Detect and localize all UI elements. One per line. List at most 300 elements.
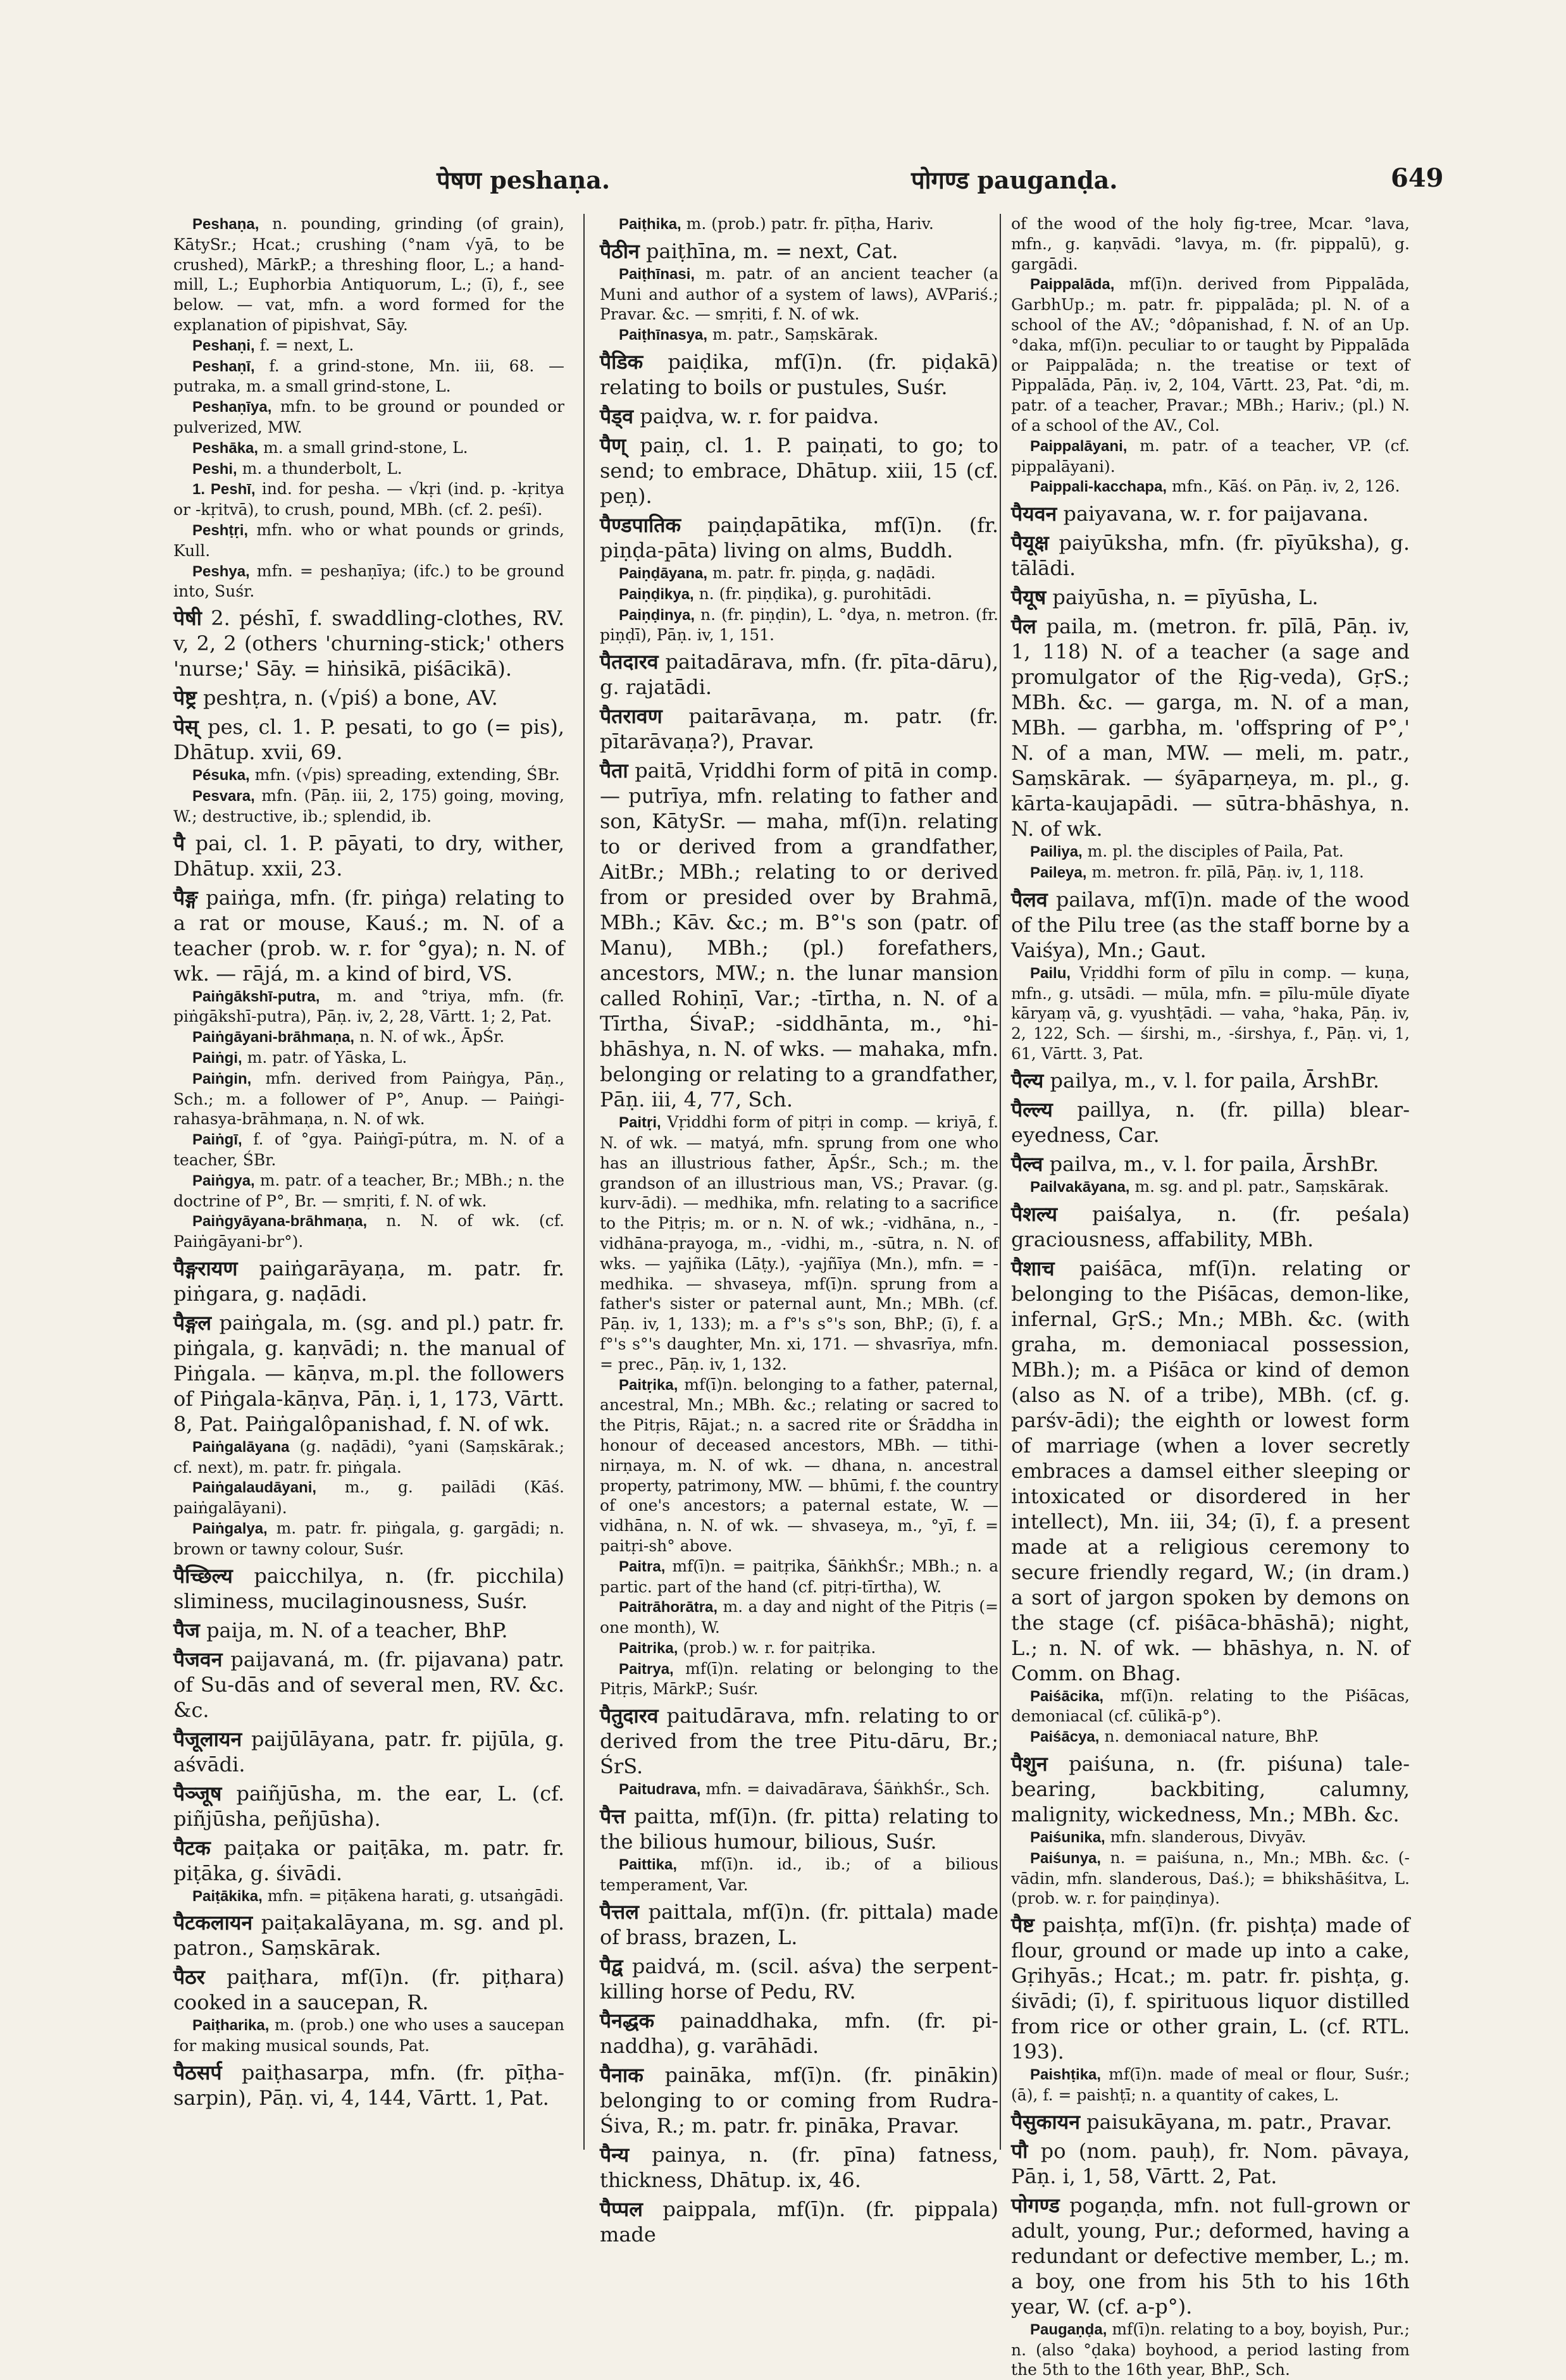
entry-headword: पैत्त	[600, 1805, 626, 1828]
entry-headword: पेष्ट्र	[173, 686, 197, 710]
dictionary-entry	[173, 1910, 564, 1961]
entry-text: m. pl. the disciples of Paila, Pat.	[1082, 842, 1344, 861]
dictionary-entry	[600, 264, 998, 325]
dictionary-entry	[600, 349, 998, 400]
entry-text: paijavaná, m. (fr. pijavana) patr. of Su-dās and of several men, RV. &c. &c.	[173, 1647, 564, 1722]
dictionary-entry	[173, 561, 564, 602]
entry-text: paiṇḍapātika, mf(ī)n. (fr. piṇḍa-pāta) living on alms, Buddh.	[600, 512, 998, 562]
dictionary-entry	[173, 685, 564, 710]
dictionary-entry	[173, 2060, 564, 2110]
entry-text: paiyūsha, n. = pīyūsha, L.	[1046, 585, 1319, 610]
entry-headword: पैशाच	[1011, 1256, 1055, 1280]
entry-text: pogaṇḍa, mfn. not full-grown or adult, young, Pur.; deformed, having a redundant or defective member, L.; m. a boy, one from his 5th to his 16th year, W. (cf. a-p°).	[1011, 2193, 1410, 2319]
dictionary-entry	[600, 1112, 998, 1374]
dictionary-entry	[173, 1027, 564, 1048]
dictionary-entry	[173, 1726, 564, 1777]
entry-headword: पेषी	[173, 607, 202, 630]
entry-headword: Paippalāyani,	[1030, 437, 1128, 455]
entry-text: pailya, m., v. l. for paila, ĀrshBr.	[1043, 1068, 1380, 1093]
entry-headword: पैड्व	[600, 404, 634, 428]
entry-headword: Paiśunika,	[1030, 1828, 1105, 1846]
entry-text: paiḍva, w. r. for paidva.	[633, 404, 879, 428]
dictionary-entry	[1011, 887, 1410, 963]
entry-headword: Paiṭhika,	[619, 216, 681, 233]
dictionary-entry	[173, 986, 564, 1027]
entry-headword: Paitṛika,	[619, 1376, 678, 1394]
entry-headword: Peshi,	[192, 460, 237, 478]
dictionary-entry	[600, 1804, 998, 1854]
dictionary-entry	[173, 831, 564, 881]
dictionary-entry	[173, 1518, 564, 1559]
entry-headword: पेस्	[173, 716, 199, 739]
dictionary-entry	[1011, 214, 1410, 274]
entry-headword: Paiṅgin,	[192, 1070, 252, 1088]
entry-headword: Paiṅgalaudāyani,	[192, 1479, 317, 1497]
dictionary-entry	[1011, 841, 1410, 862]
entry-headword: पैच्छिल्य	[173, 1564, 233, 1587]
entry-headword: Paiṭhīnasi,	[619, 265, 695, 283]
entry-text: paiḍika, mf(ī)n. (fr. piḍakā) relating to boils or pustules, Suśr.	[600, 349, 998, 399]
entry-headword: पैशुन	[1011, 1752, 1048, 1775]
dictionary-entry	[1011, 1751, 1410, 1827]
dictionary-entry	[600, 703, 998, 754]
entry-text: m., g. pailādi (Kāś. paiṅgalāyani).	[173, 1478, 564, 1518]
entry-headword: Paileya,	[1030, 864, 1087, 881]
entry-text: paiṭakalāyana, m. sg. and pl. patron., Saṃskārak.	[173, 1911, 564, 1961]
dictionary-entry	[1011, 585, 1410, 610]
dictionary-entry	[600, 1597, 998, 1638]
entry-headword: Paiśunya,	[1030, 1849, 1102, 1867]
dictionary-entry	[600, 2142, 998, 2193]
dictionary-entry	[1011, 614, 1410, 841]
entry-headword: पैठीन	[600, 239, 640, 263]
entry-text: Vṛiddhi form of pitṛi in comp. — kriyā, f. N. of wk. — matyá, mfn. sprung from one who has an illustrious father, ĀpŚr., Sch.; m. the grandson of an illustrious man, VS.; Pravar. (g. kurv-ādi). — medhika, mfn. relating to a sacrifice to the Pitṛis; m. or n. N. of wk.; -vidhāna, n., -vidhāna-prayoga, m., -vidhi, m., -sūtra, n. N. of wks. — yajñika (Lāṭy.), -yajñīya (Mn.), mfn. = -medhika. — shvaseya, mf(ī)n. sprung from a father's sister or paternal aunt, Mn.; MBh. (cf. Pāṇ. iv, 1, 133); m. a f°'s s°'s son, BhP.; (ī), f. a f°'s s°'s daughter, Mn. xi, 171. — shvasrīya, mfn. = prec., Pāṇ. iv, 1, 132.	[600, 1113, 998, 1373]
dictionary-entry	[600, 1954, 998, 2004]
entry-text: mf(ī)n. = paitṛika, ŚāṅkhŚr.; MBh.; n. a partic. part of the hand (cf. pitṛi-tīrtha), W.	[600, 1556, 998, 1596]
entry-text: paiśāca, mf(ī)n. relating or belonging to the Piśācas, demon-like, infernal, GṛS.; Mn.; MBh. &c. (with graha, m. demoniacal possession, MBh.); m. a Piśāca or kind of demon (also as N. of a tribe), MBh. (cf. g. parśv-ādi); the eighth or lowest form of marriage (when a lover secretly embraces a damsel either sleeping or intoxicated or disordered in her intellect), Mn. iii, 34; (ī), f. a present made at a religious ceremony to secure friendly regard, W.; (in dram.) a sort of jargon spoken by demons on the stage (cf. piśāca-bhāshā); night, L.; n. N. of wk. — bhāshya, n. N. of Comm. on Bhag.	[1011, 1256, 1410, 1685]
entry-headword: Paittika,	[619, 1856, 678, 1874]
dictionary-entry	[173, 1618, 564, 1643]
entry-text: pes, cl. 1. P. pesati, to go (= pis), Dhātup. xvii, 69.	[173, 715, 564, 765]
entry-text: paiṅgarāyaṇa, m. patr. fr. piṅgara, g. naḍādi.	[173, 1256, 564, 1306]
dictionary-entry	[600, 325, 998, 345]
dictionary-entry	[173, 214, 564, 335]
dictionary-entry	[600, 2197, 998, 2247]
entry-text: f. = next, L.	[254, 335, 354, 354]
dictionary-entry	[173, 1129, 564, 1170]
entry-text: mfn., Kāś. on Pāṇ. iv, 2, 126.	[1167, 477, 1400, 496]
dictionary-entry	[173, 520, 564, 561]
dictionary-entry	[600, 758, 998, 1112]
entry-text: mf(ī)n. derived from Pippalāda, GarbhUp.; m. patr. fr. pippalāda; pl. N. of a school of the AV.; °dôpanishad, f. N. of an Up. °daka, mf(ī)n. peculiar to or taught by Pippalāda or Paippalāda; n. the treatise or text of Pippalāda, Pāṇ. iv, 2, 104, Vārtt. 23, Pat. °di, m. patr. of a teacher, Pravar.; MBh.; Hariv.; (pl.) N. of a school of the AV., Col.	[1011, 275, 1410, 435]
entry-headword: पैजवन	[173, 1647, 223, 1671]
entry-text: m. (prob.) patr. fr. pīṭha, Hariv.	[681, 214, 934, 233]
page-header	[0, 163, 1566, 208]
entry-text: m. a thunderbolt, L.	[237, 459, 402, 478]
dictionary-entry	[173, 1069, 564, 1129]
entry-headword: Pésuka,	[192, 767, 250, 784]
entry-text: painaddhaka, mfn. (fr. pi-naddha), g. varāhādi.	[600, 2008, 998, 2058]
entry-text: mf(ī)n. belonging to a father, paternal, ancestral, Mn.; MBh. &c.; relating or sacred to the Pitṛis, Rājat.; n. a sacred rite or Śrāddha in honour of deceased ancestors, MBh. — tithi-nirṇaya, m. N. of wk. — dhana, n. ancestral property, patrimony, MW. — bhūmi, f. the country of one's ancestors; a paternal estate, W. — vidhāna, n. N. of wk. — shvaseya, m., °yī, f. = paitṛi-sh° above.	[600, 1375, 998, 1555]
entry-headword: Paitudrava,	[619, 1781, 701, 1799]
dictionary-entry	[173, 1647, 564, 1723]
entry-headword: Peshya,	[192, 562, 250, 580]
entry-text: m. sg. and pl. patr., Saṃskārak.	[1129, 1177, 1389, 1196]
header-left-catchword: पेषण peshaṇa.	[437, 166, 611, 194]
entry-headword: पैष्ट	[1011, 1914, 1035, 1937]
dictionary-entry	[1011, 274, 1410, 435]
entry-text: paila, m. (metron. fr. pīlā, Pāṇ. iv, 1, 118) N. of a teacher (a sage and promulgator of the Ṛig-veda), GṛS.; MBh. &c. — garga, m. N. of a man, MBh. — garbha, m. 'offspring of P°,' N. of a man, MW. — meli, m. patr., Saṃskārak. — śyāparṇeya, m. pl., g. kārta-kaujapādi. — sūtra-bhāshya, n. N. of wk.	[1011, 614, 1410, 841]
entry-text: paiṭhasarpa, mfn. (fr. pīṭha-sarpin), Pāṇ. vi, 4, 144, Vārtt. 1, Pat.	[173, 2061, 564, 2110]
entry-headword: Paiṇḍinya,	[619, 606, 695, 624]
dictionary-entry	[600, 1375, 998, 1556]
entry-headword: पैता	[600, 759, 628, 783]
dictionary-entry	[173, 1048, 564, 1069]
entry-headword: पैसुकायन	[1011, 2110, 1080, 2133]
dictionary-entry	[173, 1437, 564, 1478]
entry-headword: पैत्तल	[600, 1900, 639, 1923]
entry-text: paishṭa, mf(ī)n. (fr. pishṭa) made of flour, ground or made up into a cake, Gṛihyās.; Hcat.; m. patr. fr. pishṭa, g. śivādi; (ī), f. spirituous liquor distilled from rice or other grain, L. (cf. RTL. 193).	[1011, 1913, 1410, 2064]
entry-text: paiñjūsha, m. the ear, L. (cf. piñjūsha, peñjūsha).	[173, 1781, 564, 1831]
dictionary-entry	[1011, 963, 1410, 1064]
entry-text: paitā, Vṛiddhi form of pitā in comp. — putrīya, mfn. relating to father and son, KātySr. — maha, mf(ī)n. relating to or derived from a grandfather, AitBr.; MBh.; relating to or derived from or presided over by Brahmā, MBh.; Kāv. &c.; m. B°'s son (patr. of Manu), MBh.; (pl.) forefathers, ancestors, MW.; n. the lunar mansion called Rohiṇī, Var.; -tīrtha, n. N. of a Tīrtha, ŚivaP.; -siddhānta, m., °hi-bhāshya, n. N. of wks. — mahaka, mfn. belonging or relating to a grandfather, Pāṇ. iii, 4, 77, Sch.	[600, 759, 998, 1112]
entry-text: paiṇ, cl. 1. P. paiṇati, to go; to send; to embrace, Dhātup. xiii, 15 (cf. peṇ).	[600, 433, 998, 508]
entry-text: paiṅgala, m. (sg. and pl.) patr. fr. piṅgala, g. kaṇvādi; n. the manual of Piṅgala. — kāṇva, m.pl. the followers of Piṅgala-kāṇva, Pāṇ. i, 1, 173, Vārtt. 8, Pat. Paiṅgalôpanishad, f. N. of wk.	[173, 1310, 564, 1436]
entry-text: m. a small grind-stone, L.	[258, 438, 468, 457]
entry-text: n. (fr. piṇḍika), g. purohitādi.	[693, 584, 932, 603]
entry-text: f. a grind-stone, Mn. iii, 68. — putraka, m. a small grind-stone, L.	[173, 356, 564, 396]
dictionary-entry	[1011, 2193, 1410, 2319]
entry-text: n. N. of wk., ĀpŚr.	[354, 1027, 505, 1046]
entry-text: m. patr. fr. piṇḍa, g. naḍādi.	[707, 563, 936, 582]
dictionary-entry	[600, 239, 998, 264]
entry-headword: Peshāka,	[192, 439, 259, 457]
entry-headword: 1. Peshī,	[192, 481, 256, 499]
column-divider	[583, 214, 585, 2150]
dictionary-entry	[173, 714, 564, 765]
dictionary-entry	[1011, 1151, 1410, 1177]
entry-headword: Peshaṇī,	[192, 357, 255, 375]
entry-text: m. (prob.) one who uses a saucepan for making musical sounds, Pat.	[173, 2016, 564, 2055]
dictionary-entry	[600, 1779, 998, 1800]
entry-text: mf(ī)n. id., ib.; of a bilious temperament, Var.	[600, 1855, 998, 1894]
entry-headword: पैटक	[173, 1836, 211, 1859]
entry-headword: Paitrika,	[619, 1639, 678, 1657]
entry-headword: पैप्पल	[600, 2197, 643, 2221]
entry-text: paināka, mf(ī)n. (fr. pinākin) belonging to or coming from Rudra-Śiva, R.; m. patr. fr. pināka, Pravar.	[600, 2062, 998, 2138]
dictionary-entry	[173, 1477, 564, 1518]
entry-headword: Paiśācika,	[1030, 1687, 1104, 1705]
dictionary-entry	[1011, 2109, 1410, 2135]
entry-headword: पैण्डपातिक	[600, 513, 681, 536]
entry-text: paiyavana, w. r. for paijavana.	[1057, 502, 1369, 526]
entry-text: painya, n. (fr. pīna) fatness, thickness, Dhātup. ix, 46.	[600, 2142, 998, 2192]
entry-text: paiṭhara, mf(ī)n. (fr. piṭhara) cooked in a saucepan, R.	[173, 1965, 564, 2015]
entry-text: m. a day and night of the Pitṛis (= one month), W.	[600, 1597, 998, 1637]
page-number: 649	[1391, 163, 1444, 193]
entry-text: paitta, mf(ī)n. (fr. pitta) relating to the bilious humour, bilious, Suśr.	[600, 1804, 998, 1854]
dictionary-entry	[600, 1899, 998, 1950]
entry-headword: पैयूष	[1011, 586, 1047, 609]
entry-text: m. patr. of Yāska, L.	[242, 1048, 407, 1067]
entry-text: mfn. (Pāṇ. iii, 2, 175) going, moving, W.; destructive, ib.; splendid, ib.	[173, 786, 564, 826]
dictionary-entry	[173, 885, 564, 986]
dictionary-entry	[173, 397, 564, 438]
entry-headword: Pailu,	[1030, 964, 1071, 982]
entry-text: paitudārava, mfn. relating to or derived from the tree Pitu-dāru, Br.; ŚrS.	[600, 1704, 998, 1779]
entry-headword: Paippalāda,	[1030, 276, 1115, 294]
dictionary-entry	[173, 438, 564, 459]
entry-headword: Peshṭṛi,	[192, 521, 249, 539]
dictionary-entry	[173, 459, 564, 480]
entry-headword: पैज	[173, 1618, 200, 1642]
dictionary-entry	[600, 2008, 998, 2059]
entry-headword: Peshaṇi,	[192, 337, 255, 354]
dictionary-entry	[600, 649, 998, 700]
entry-text: m. patr., Saṃskārak.	[707, 325, 879, 344]
dictionary-entry	[1011, 2064, 1410, 2105]
entry-headword: Paiṅgī,	[192, 1131, 242, 1149]
column-3	[1011, 214, 1410, 2379]
entry-headword: पैनाक	[600, 2063, 643, 2086]
entry-headword: Paiṭākika,	[192, 1887, 263, 1905]
dictionary-entry	[173, 1310, 564, 1437]
entry-text: mfn. who or what pounds or grinds, Kull.	[173, 520, 564, 560]
entry-headword: पैठसर्प	[173, 2061, 222, 2085]
entry-headword: पैङ्गरायण	[173, 1256, 238, 1280]
dictionary-entry	[600, 563, 998, 584]
dictionary-entry	[1011, 530, 1410, 581]
dictionary-entry	[1011, 1912, 1410, 2064]
entry-headword: Paiṅgalya,	[192, 1520, 268, 1538]
entry-text: m. and °triya, mfn. (fr. piṅgākshī-putra), Pāṇ. iv, 2, 28, Vārtt. 1; 2, Pat.	[173, 986, 564, 1026]
dictionary-entry	[173, 2015, 564, 2056]
entry-headword: पैजूलायन	[173, 1727, 242, 1751]
entry-text: m. patr. of an ancient teacher (a Muni and author of a system of laws), AVPariś.; Pravar. &c. — smṛiti, f. N. of wk.	[600, 264, 998, 324]
entry-headword: Pesvara,	[192, 787, 255, 805]
entry-text: n. N. of wk. (cf. Paiṅgāyani-br°).	[173, 1212, 564, 1251]
dictionary-entry	[1011, 2319, 1410, 2380]
dictionary-entry	[173, 1170, 564, 1212]
entry-text: paiyūksha, mfn. (fr. pīyūksha), g. tālādi.	[1011, 531, 1410, 581]
dictionary-entry	[1011, 2138, 1410, 2189]
entry-text: Vṛiddhi form of pīlu in comp. — kuṇa, mfn., g. utsādi. — mūla, mfn. = pīlu-mūle dīyate kāryaṃ vā, g. vyushṭādi. — vaha, °haka, Pāṇ. iv, 2, 122, Sch. — śirshi, m., -śirshya, f., Pāṇ. vi, 1, 61, Vārtt. 3, Pat.	[1011, 963, 1410, 1063]
entry-headword: Paiṇḍāyana,	[619, 564, 708, 582]
entry-headword: Paitrāhorātra,	[619, 1599, 718, 1616]
dictionary-entry	[600, 404, 998, 429]
entry-headword: Paitra,	[619, 1558, 666, 1575]
dictionary-entry	[600, 1556, 998, 1597]
dictionary-entry	[600, 605, 998, 646]
entry-headword: Paiśācya,	[1030, 1728, 1100, 1746]
dictionary-entry	[600, 214, 998, 235]
dictionary-entry	[1011, 862, 1410, 883]
entry-headword: Paishṭika,	[1030, 2066, 1102, 2084]
dictionary-entry	[173, 1886, 564, 1907]
entry-text: mfn. = daivadārava, ŚāṅkhŚr., Sch.	[700, 1780, 990, 1799]
entry-headword: Paiṅgyāyana-brāhmaṇa,	[192, 1213, 368, 1230]
entry-text: paiṭaka or paiṭāka, m. patr. fr. piṭāka, g. śivādi.	[173, 1835, 564, 1885]
entry-headword: पैयूक्ष	[1011, 531, 1049, 555]
dictionary-entry	[600, 1703, 998, 1779]
dictionary-entry	[173, 1781, 564, 1831]
header-right-catchword: पोगण्ड pauganḍa.	[911, 166, 1118, 194]
entry-headword: पै	[173, 831, 185, 855]
dictionary-entry	[173, 1835, 564, 1886]
entry-headword: पैल्य	[1011, 1069, 1044, 1092]
entry-headword: Paiṭharika,	[192, 2017, 270, 2035]
entry-headword: पैडिक	[600, 350, 643, 373]
entry-headword: पैल्व	[1011, 1152, 1043, 1175]
entry-text: pailava, mf(ī)n. made of the wood of the Pilu tree (as the staff borne by a Vaiśya), Mn.; Gaut.	[1011, 887, 1410, 962]
entry-text: ind. for pesha. — √kṛi (ind. p. -kṛitya or -kṛitvā), to crush, pound, MBh. (cf. 2. peśī).	[173, 480, 564, 519]
column-1	[173, 214, 564, 2150]
entry-text: mf(ī)n. made of meal or flour, Suśr.; (ā), f. = paishṭī; n. a quantity of cakes, L.	[1011, 2065, 1410, 2104]
entry-text: po (nom. pauḥ), fr. Nom. pāvaya, Pāṇ. i, 1, 58, Vārtt. 2, Pat.	[1011, 2138, 1410, 2188]
entry-headword: Peshaṇīya,	[192, 399, 272, 416]
entry-text: m. metron. fr. pīlā, Pāṇ. iv, 1, 118.	[1086, 862, 1364, 881]
entry-headword: पैञ्जूष	[173, 1782, 222, 1805]
dictionary-entry	[1011, 436, 1410, 477]
entry-headword: Paitṛi,	[619, 1114, 661, 1132]
entry-text: paiśuna, n. (fr. piśuna) tale-bearing, backbiting, calumny, malignity, wickedness, Mn.; MBh. &c.	[1011, 1751, 1410, 1826]
dictionary-entry	[1011, 501, 1410, 526]
entry-text: mfn. = peshaṇīya; (ifc.) to be ground into, Suśr.	[173, 561, 564, 601]
dictionary-entry	[173, 1256, 564, 1306]
entry-text: m. patr. of a teacher, Br.; MBh.; n. the doctrine of P°, Br. — smṛiti, f. N. of wk.	[173, 1170, 564, 1210]
dictionary-entry	[173, 479, 564, 520]
entry-text: paisukāyana, m. patr., Pravar.	[1080, 2109, 1393, 2134]
entry-headword: पौ	[1011, 2139, 1028, 2162]
dictionary-entry	[173, 356, 564, 397]
entry-headword: Paippali-kacchapa,	[1030, 478, 1167, 496]
dictionary-entry	[600, 2062, 998, 2138]
entry-headword: पैनद्धक	[600, 2009, 655, 2032]
entry-text: mfn. = piṭākena harati, g. utsaṅgādi.	[262, 1886, 564, 1905]
entry-headword: Paiṅgākshī-putra,	[192, 988, 320, 1005]
dictionary-entry	[1011, 1827, 1410, 1848]
dictionary-entry	[1011, 1848, 1410, 1909]
dictionary-entry	[600, 1659, 998, 1700]
dictionary-entry	[1011, 1068, 1410, 1093]
entry-text: 2. péshī, f. swaddling-clothes, RV. v, 2, 2 (others 'churning-stick;' others 'nurse;' Sāy. = hiṅsikā, piśācikā).	[173, 606, 564, 681]
entry-headword: पैन्य	[600, 2143, 630, 2166]
entry-headword: पैल	[1011, 615, 1036, 638]
entry-headword: पैल्ल्य	[1011, 1098, 1053, 1121]
entry-headword: पैङ्गल	[173, 1311, 212, 1334]
entry-headword: पैतुदारव	[600, 1704, 659, 1728]
entry-headword: पैयवन	[1011, 502, 1057, 526]
entry-text: (prob.) w. r. for paitṛika.	[678, 1638, 876, 1657]
entry-text: paijūlāyana, patr. fr. pijūla, g. aśvādi.	[173, 1726, 564, 1776]
dictionary-entry	[173, 335, 564, 356]
entry-text: paicchilya, n. (fr. picchila) sliminess, mucilaginousness, Suśr.	[173, 1563, 564, 1613]
entry-text: paitarāvaṇa, m. patr. (fr. pītarāvaṇa?), Pravar.	[600, 704, 998, 754]
dictionary-entry	[600, 512, 998, 563]
entry-text: n. demoniacal nature, BhP.	[1099, 1727, 1319, 1746]
entry-headword: Pailvakāyana,	[1030, 1178, 1130, 1196]
entry-headword: पैण्	[600, 433, 626, 457]
entry-text: n. pounding, grinding (of grain), KātySr.; Hcat.; crushing (°nam √yā, to be crushed), MārkP.; a threshing floor, L.; a hand-mill, L.; Euphorbia Antiquorum, L.; (ī), f., see below. — vat, mfn. a word formed for the explanation of pipishvat, Sāy.	[173, 214, 564, 334]
dictionary-entry	[600, 584, 998, 605]
dictionary-entry	[173, 765, 564, 786]
dictionary-entry	[1011, 1256, 1410, 1686]
entry-headword: पैद्व	[600, 1954, 623, 1978]
entry-headword: पैठर	[173, 1966, 205, 1989]
entry-text: paiṭhīna, m. = next, Cat.	[639, 239, 898, 263]
entry-text: paippala, mf(ī)n. (fr. pippala) made	[600, 2197, 998, 2247]
entry-headword: Peshaṇa,	[192, 216, 259, 233]
entry-text: peshṭra, n. (√piś) a bone, AV.	[196, 686, 498, 710]
column-divider	[1000, 214, 1001, 2150]
entry-text: n. (fr. piṇḍin), L. °dya, n. metron. (fr. piṇḍī), Pāṇ. iv, 1, 151.	[600, 605, 998, 645]
entry-text: mf(ī)n. relating to a boy, boyish, Pur.; n. (also °ḍaka) boyhood, a period lasting from the 5th to the 16th year, BhP., Sch.	[1011, 2319, 1410, 2379]
dictionary-entry	[173, 1563, 564, 1614]
entry-headword: पैलव	[1011, 888, 1048, 911]
entry-text: paiśalya, n. (fr. peśala) graciousness, affability, MBh.	[1011, 1201, 1410, 1251]
entry-text: paija, m. N. of a teacher, BhP.	[199, 1618, 508, 1642]
entry-text: mfn. to be ground or pounded or pulverized, MW.	[173, 397, 564, 437]
dictionary-entry	[1011, 1201, 1410, 1252]
dictionary-entry	[173, 1211, 564, 1252]
dictionary-entry	[1011, 1726, 1410, 1747]
entry-text: of the wood of the holy fig-tree, Mcar. °lava, mfn., g. kaṇvādi. °lavya, m. (fr. pippalū), g. gargādi.	[1011, 214, 1410, 273]
entry-text: paillya, n. (fr. pilla) blear-eyedness, Car.	[1011, 1097, 1410, 1147]
entry-text: pailva, m., v. l. for paila, ĀrshBr.	[1043, 1151, 1379, 1176]
entry-text: paittala, mf(ī)n. (fr. pittala) made of brass, brazen, L.	[600, 1899, 998, 1949]
entry-text: paiṅga, mfn. (fr. piṅga) relating to a rat or mouse, Kauś.; m. N. of a teacher (prob. w. r. for °gya); n. N. of wk. — rājá, m. a kind of bird, VS.	[173, 885, 564, 986]
dictionary-entry	[173, 786, 564, 827]
entry-headword: Paitrya,	[619, 1660, 674, 1678]
entry-headword: पैतदारव	[600, 650, 659, 674]
entry-headword: Paiṅgalāyana	[192, 1438, 290, 1456]
entry-text: mf(ī)n. relating or belonging to the Pitṛis, MārkP.; Suśr.	[600, 1659, 998, 1699]
entry-text: m. patr. of a teacher, VP. (cf. pippalāyani).	[1011, 436, 1410, 476]
dictionary-entry	[600, 1854, 998, 1895]
entry-headword: पैङ्ग	[173, 886, 198, 909]
entry-headword: Paiṅgāyani-brāhmaṇa,	[192, 1029, 355, 1046]
entry-text: mfn. derived from Paiṅgya, Pāṇ., Sch.; m. a follower of P°, Anup. — Paiṅgi-rahasya-brāhmaṇa, n. N. of wk.	[173, 1069, 564, 1129]
dictionary-entry	[173, 1964, 564, 2015]
entry-text: mfn. (√pis) spreading, extending, ŚBr.	[249, 765, 560, 784]
entry-headword: पोगण्ड	[1011, 2193, 1060, 2217]
dictionary-entry	[1011, 1686, 1410, 1727]
dictionary-entry	[173, 605, 564, 681]
entry-text: paidvá, m. (scil. aśva) the serpent-killing horse of Pedu, RV.	[600, 1954, 998, 2004]
entry-headword: Pailiya,	[1030, 843, 1083, 861]
entry-headword: Paiṅgi,	[192, 1049, 242, 1067]
entry-text: m. patr. fr. piṅgala, g. gargādi; n. brown or tawny colour, Suśr.	[173, 1519, 564, 1558]
column-2	[600, 214, 998, 2247]
entry-headword: Paiṭhīnasya,	[619, 326, 708, 344]
dictionary-entry	[1011, 476, 1410, 497]
entry-headword: पैटकलायन	[173, 1911, 253, 1935]
entry-text: mf(ī)n. relating to the Piśācas, demoniacal (cf. cūlikā-p°).	[1011, 1686, 1410, 1726]
entry-headword: पैशल्य	[1011, 1202, 1058, 1225]
entry-headword: Paiṇḍikya,	[619, 585, 694, 603]
dictionary-entry	[1011, 1097, 1410, 1148]
dictionary-entry	[1011, 1177, 1410, 1198]
entry-headword: Paiṅgya,	[192, 1172, 255, 1189]
dictionary-entry	[600, 1638, 998, 1659]
entry-text: (g. naḍādi), °yani (Saṃskārak.; cf. next), m. patr. fr. piṅgala.	[173, 1437, 564, 1477]
entry-text: mfn. slanderous, Divyāv.	[1105, 1827, 1307, 1846]
entry-text: n. = paiśuna, n., Mn.; MBh. &c. (-vādin, mfn. slanderous, Daś.); = bhikshāśitva, L. (prob. w. r. for paiṇḍinya).	[1011, 1848, 1410, 1908]
entry-text: f. of °gya. Paiṅgī-pútra, m. N. of a teacher, ŚBr.	[173, 1130, 564, 1169]
entry-headword: पैतरावण	[600, 705, 662, 728]
dictionary-entry	[600, 433, 998, 509]
entry-text: pai, cl. 1. P. pāyati, to dry, wither, Dhātup. xxii, 23.	[173, 831, 564, 881]
